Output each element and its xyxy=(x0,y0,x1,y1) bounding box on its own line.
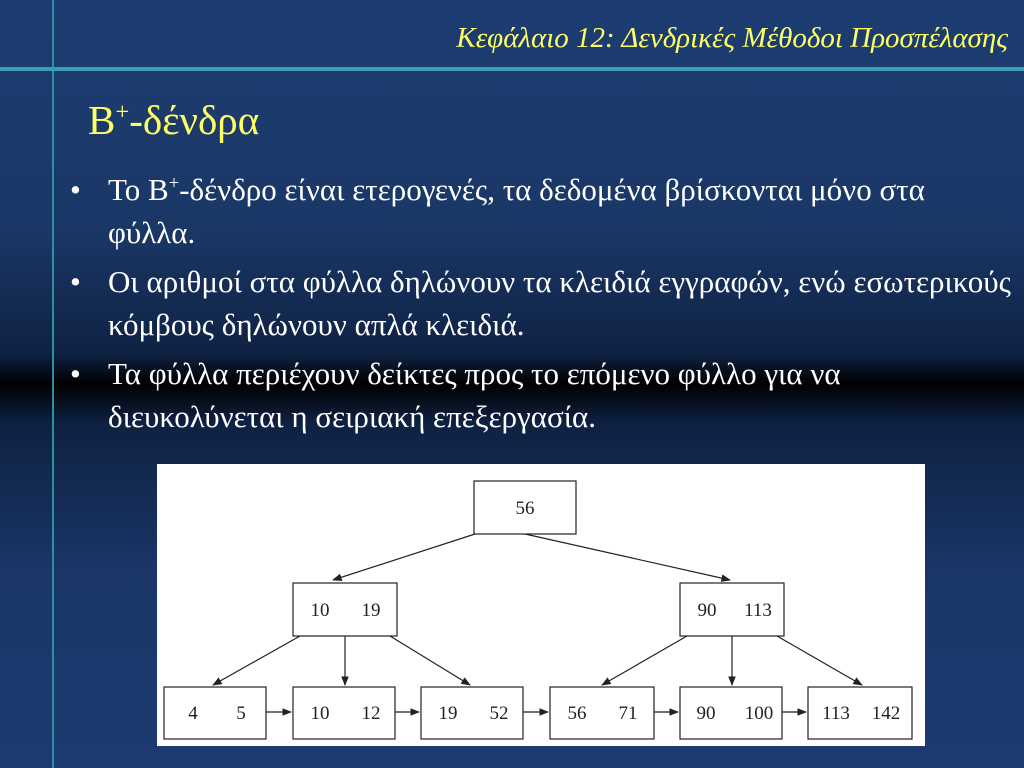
bullet-text-pre: Οι αριθμοί στα φύλλα δηλώνουν τα κλειδιά εγγραφών, ενώ εσωτερικούς κόμβους δηλώνουν απλά κλειδιά. xyxy=(108,264,1011,342)
edge-int0-leaf0 xyxy=(213,636,300,685)
bullet-dot-icon: • xyxy=(70,172,81,207)
slide-title-rest: -δένδρα xyxy=(129,97,260,143)
leaf-key: 52 xyxy=(489,703,509,724)
edge-root-right xyxy=(525,534,730,580)
header-divider xyxy=(0,67,1024,71)
internal-key: 90 xyxy=(697,600,717,621)
leaf-key: 113 xyxy=(822,703,850,724)
leaf-key: 12 xyxy=(361,703,381,724)
chapter-title: Κεφάλαιο 12: Δενδρικές Μέθοδοι Προσπέλασης xyxy=(456,22,1008,54)
bullet-text-sup: + xyxy=(168,172,180,194)
leaf-key: 71 xyxy=(618,703,638,724)
leaf-key: 100 xyxy=(744,703,774,724)
internal-key: 19 xyxy=(361,600,381,621)
bullet-text-post: -δένδρο είναι ετερογενές, τα δεδομένα βρίσκονται μόνο στα φύλλα. xyxy=(108,172,925,250)
internal-node-left xyxy=(293,583,397,636)
bullet-item xyxy=(70,168,1015,254)
bullet-list xyxy=(70,168,1015,444)
leaf-key: 10 xyxy=(310,703,330,724)
bullet-text-pre: Το B xyxy=(108,172,169,207)
leaf-key: 56 xyxy=(567,703,587,724)
slide-title-main: B xyxy=(88,97,116,143)
leaf-key: 90 xyxy=(696,703,716,724)
leaf-node xyxy=(164,687,266,739)
leaf-key: 19 xyxy=(438,703,458,724)
slide-title-sup: + xyxy=(115,98,130,126)
edge-int1-leaf3 xyxy=(602,636,687,685)
leaf-key: 5 xyxy=(236,703,246,724)
internal-key: 10 xyxy=(310,600,330,621)
leaf-key: 142 xyxy=(871,703,901,724)
edge-int1-leaf5 xyxy=(777,636,862,685)
bullet-text-pre: Τα φύλλα περιέχουν δείκτες προς το επόμενο φύλλο για να διευκολύνεται η σειριακή επεξεργασία. xyxy=(108,356,841,434)
leaf-key: 4 xyxy=(188,703,198,724)
bplus-tree-diagram xyxy=(157,464,925,746)
bullet-item xyxy=(70,260,1015,346)
leaf-node xyxy=(550,687,654,739)
edge-root-left xyxy=(333,534,475,580)
vertical-divider xyxy=(52,0,54,768)
bullet-dot-icon: • xyxy=(70,264,81,299)
slide-title xyxy=(88,96,259,144)
bplus-tree-svg xyxy=(157,464,925,746)
bullet-dot-icon: • xyxy=(70,356,81,391)
edge-int0-leaf2 xyxy=(390,636,470,685)
root-key: 56 xyxy=(515,498,535,519)
internal-key: 113 xyxy=(744,600,772,621)
bullet-item xyxy=(70,352,1015,438)
